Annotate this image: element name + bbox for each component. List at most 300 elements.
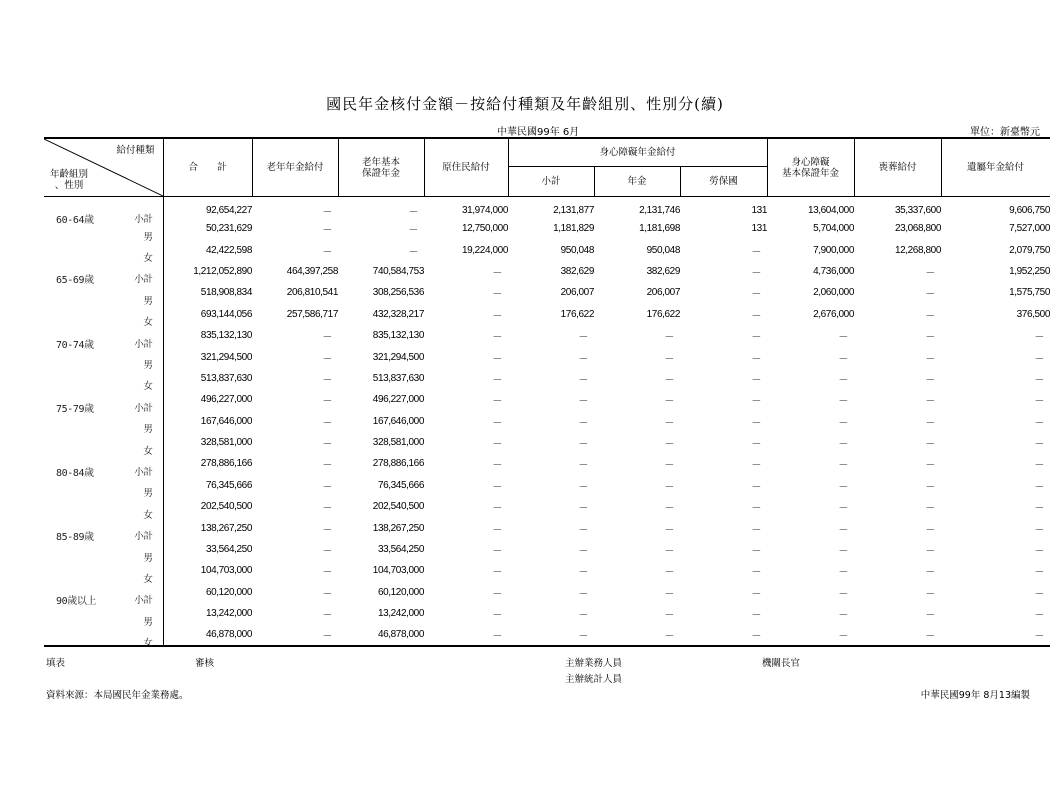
cell-bereaved: － (1034, 374, 1044, 386)
row-label (44, 218, 163, 243)
cell-old-age: － (322, 246, 332, 258)
sex-label: 小計 (134, 595, 153, 607)
cell-bereaved: 1,575,750 (1009, 287, 1050, 299)
cell-dis-pension: － (664, 396, 674, 408)
corner-header (44, 138, 163, 197)
cell-dis-labor: － (751, 417, 761, 429)
table-row (44, 218, 1050, 239)
table-row (44, 539, 1050, 560)
sex-label: 男 (143, 360, 153, 372)
cell-dis-basic: － (838, 546, 848, 558)
cell-dis-sub: 382,629 (560, 265, 594, 277)
col-disability-labor: 勞保國 (680, 167, 767, 197)
cell-total: 167,646,000 (200, 415, 252, 427)
cell-old-basic: 321,294,500 (372, 351, 424, 363)
table-header (44, 138, 1050, 197)
cell-aboriginal: － (492, 396, 502, 408)
row-label (44, 475, 163, 500)
cell-dis-labor: － (751, 439, 761, 451)
cell-aboriginal: － (492, 546, 502, 558)
cell-funeral: － (925, 374, 935, 386)
row-label (44, 539, 163, 564)
cell-dis-labor: － (751, 374, 761, 386)
cell-funeral: 12,268,800 (894, 244, 941, 256)
cell-aboriginal: － (492, 567, 502, 579)
sex-label: 小計 (134, 213, 153, 225)
cell-old-age: － (322, 503, 332, 515)
cell-funeral: － (925, 631, 935, 643)
sex-label: 小計 (134, 274, 153, 286)
row-label (44, 239, 163, 265)
cell-dis-pension: － (664, 524, 674, 536)
cell-dis-pension: － (664, 588, 674, 600)
cell-total: 202,540,500 (200, 501, 252, 513)
cell-bereaved: － (1034, 610, 1044, 622)
cell-dis-pension: － (664, 332, 674, 344)
cell-dis-pension: 950,048 (646, 244, 680, 256)
cell-bereaved: － (1034, 524, 1044, 536)
cell-old-basic: 138,267,250 (372, 522, 424, 534)
cell-old-age: － (322, 374, 332, 386)
cell-dis-basic: － (838, 610, 848, 622)
cell-dis-sub: － (578, 481, 588, 493)
footer-agency-head: 機關長官 (762, 658, 801, 669)
cell-dis-basic: － (838, 439, 848, 451)
cell-bereaved: － (1034, 588, 1044, 600)
cell-dis-labor: － (751, 481, 761, 493)
cell-old-basic: 432,328,217 (372, 308, 424, 320)
table-row (44, 432, 1050, 453)
corner-bottom-label: 年齡組別 、性別 (50, 169, 89, 191)
col-bereaved: 遺屬年金給付 (941, 138, 1050, 197)
cell-old-basic: 328,581,000 (372, 437, 424, 449)
cell-old-basic: 104,703,000 (372, 565, 424, 577)
sex-label: 女 (143, 445, 153, 457)
age-group: 90歲以上 (56, 596, 97, 608)
cell-aboriginal: － (492, 524, 502, 536)
cell-old-age: － (322, 567, 332, 579)
cell-bereaved: － (1034, 460, 1044, 472)
cell-bereaved: 376,500 (1016, 308, 1050, 320)
cell-total: 513,837,630 (200, 372, 252, 384)
cell-total: 693,144,056 (200, 308, 252, 320)
cell-funeral: － (925, 332, 935, 344)
sex-label: 女 (143, 253, 153, 265)
cell-old-age: － (322, 207, 332, 218)
table-row (44, 282, 1050, 303)
cell-bereaved: 1,952,250 (1009, 265, 1050, 277)
col-funeral: 喪葬給付 (854, 138, 941, 197)
col-disability-pension: 年金 (594, 167, 680, 197)
col-old-age: 老年年金給付 (252, 138, 338, 197)
row-label (44, 496, 163, 521)
cell-dis-labor: － (751, 246, 761, 258)
row-label (44, 282, 163, 307)
cell-dis-sub: － (578, 631, 588, 643)
cell-bereaved: － (1034, 417, 1044, 429)
cell-old-age: － (322, 588, 332, 600)
cell-dis-sub: － (578, 524, 588, 536)
cell-dis-sub: 176,622 (560, 308, 594, 320)
cell-aboriginal: － (492, 588, 502, 600)
cell-total: 321,294,500 (200, 351, 252, 363)
cell-dis-pension: － (664, 460, 674, 472)
cell-aboriginal: － (492, 310, 502, 322)
cell-total: 1,212,052,890 (193, 265, 252, 277)
cell-dis-labor: － (751, 524, 761, 536)
cell-old-age: － (322, 396, 332, 408)
row-label (44, 560, 163, 585)
cell-funeral: － (925, 460, 935, 472)
cell-old-age: － (322, 417, 332, 429)
pension-table (44, 137, 1050, 647)
cell-bereaved: － (1034, 353, 1044, 365)
cell-dis-sub: － (578, 503, 588, 515)
sex-label: 男 (143, 424, 153, 436)
cell-old-basic: － (408, 246, 418, 258)
cell-funeral: － (925, 439, 935, 451)
cell-funeral: － (925, 524, 935, 536)
cell-bereaved: － (1034, 332, 1044, 344)
row-label (44, 197, 163, 226)
cell-dis-basic: 13,604,000 (807, 205, 854, 216)
table-row (44, 624, 1050, 645)
cell-aboriginal: － (492, 289, 502, 301)
cell-dis-labor: － (751, 460, 761, 472)
row-label (44, 603, 163, 628)
row-label (44, 304, 163, 329)
cell-bereaved: － (1034, 546, 1044, 558)
table-row (44, 475, 1050, 496)
cell-old-basic: 76,345,666 (377, 479, 424, 491)
cell-funeral: － (925, 267, 935, 279)
cell-total: 496,227,000 (200, 394, 252, 406)
age-group: 60-64歲 (56, 214, 94, 226)
cell-dis-labor: － (751, 289, 761, 301)
table-row (44, 239, 1050, 260)
table-row (44, 197, 1050, 219)
cell-old-basic: 513,837,630 (372, 372, 424, 384)
cell-dis-basic: － (838, 503, 848, 515)
table-row (44, 582, 1050, 603)
cell-bereaved: 9,606,750 (1009, 205, 1050, 216)
cell-old-age: － (322, 631, 332, 643)
cell-dis-pension: － (664, 374, 674, 386)
cell-dis-labor: － (751, 332, 761, 344)
cell-dis-basic: － (838, 524, 848, 536)
col-old-age-basic: 老年基本 保證年金 (338, 138, 424, 197)
row-label (44, 432, 163, 457)
cell-total: 50,231,629 (205, 223, 252, 235)
sex-label: 男 (143, 552, 153, 564)
cell-dis-sub: － (578, 546, 588, 558)
table-row (44, 325, 1050, 346)
sex-label: 小計 (134, 338, 153, 350)
cell-funeral: － (925, 546, 935, 558)
age-group: 80-84歲 (56, 467, 94, 479)
cell-dis-labor: 131 (751, 223, 767, 235)
row-label (44, 261, 163, 287)
cell-dis-sub: － (578, 353, 588, 365)
table-row (44, 368, 1050, 389)
sex-label: 男 (143, 488, 153, 500)
cell-dis-labor: － (751, 353, 761, 365)
cell-dis-pension: － (664, 439, 674, 451)
cell-total: 835,132,130 (200, 330, 252, 342)
row-label (44, 517, 163, 544)
table-row (44, 517, 1050, 538)
sex-label: 小計 (134, 531, 153, 543)
cell-dis-labor: － (751, 396, 761, 408)
sex-label: 小計 (134, 466, 153, 478)
cell-bereaved: 2,079,750 (1009, 244, 1050, 256)
row-label (44, 624, 163, 649)
row-label (44, 346, 163, 372)
table-row (44, 389, 1050, 410)
cell-aboriginal: 31,974,000 (461, 205, 508, 216)
cell-bereaved: － (1034, 631, 1044, 643)
cell-old-basic: 60,120,000 (377, 586, 424, 598)
age-group: 85-89歲 (56, 532, 94, 544)
cell-dis-pension: 1,181,698 (639, 223, 680, 235)
sex-label: 男 (143, 295, 153, 307)
cell-old-basic: 167,646,000 (372, 415, 424, 427)
cell-dis-pension: － (664, 417, 674, 429)
cell-total: 60,120,000 (205, 586, 252, 598)
cell-old-basic: 835,132,130 (372, 330, 424, 342)
cell-old-basic: 202,540,500 (372, 501, 424, 513)
cell-dis-sub: － (578, 567, 588, 579)
cell-dis-sub: － (578, 374, 588, 386)
footer-business-staff: 主辦業務人員 (565, 658, 623, 669)
cell-aboriginal: － (492, 610, 502, 622)
unit-label: 單位：新臺幣元 (970, 127, 1040, 138)
cell-dis-basic: 5,704,000 (813, 223, 854, 235)
cell-old-age: － (322, 225, 332, 237)
cell-old-age: － (322, 439, 332, 451)
table-row (44, 496, 1050, 517)
cell-dis-pension: － (664, 567, 674, 579)
cell-old-basic: 46,878,000 (377, 629, 424, 641)
cell-aboriginal: － (492, 460, 502, 472)
cell-dis-basic: － (838, 396, 848, 408)
row-label (44, 389, 163, 415)
footer-source: 資料來源：本局國民年金業務處。 (46, 690, 189, 701)
cell-dis-sub: － (578, 417, 588, 429)
cell-dis-basic: － (838, 417, 848, 429)
cell-old-age: － (322, 546, 332, 558)
cell-old-age: 206,810,541 (286, 287, 338, 299)
cell-aboriginal: 12,750,000 (461, 223, 508, 235)
row-label (44, 411, 163, 436)
cell-funeral: － (925, 567, 935, 579)
cell-dis-sub: － (578, 460, 588, 472)
sex-label: 女 (143, 317, 153, 329)
cell-funeral: 35,337,600 (894, 205, 941, 216)
cell-total: 104,703,000 (200, 565, 252, 577)
cell-old-age: － (322, 332, 332, 344)
cell-old-age: － (322, 610, 332, 622)
cell-dis-sub: － (578, 396, 588, 408)
sex-label: 男 (143, 616, 153, 628)
cell-funeral: － (925, 610, 935, 622)
cell-old-age: － (322, 353, 332, 365)
col-aboriginal: 原住民給付 (424, 138, 508, 197)
cell-dis-pension: 382,629 (646, 265, 680, 277)
cell-aboriginal: － (492, 439, 502, 451)
cell-dis-sub: 206,007 (560, 287, 594, 299)
footer-stats-staff: 主辦統計人員 (565, 674, 623, 685)
cell-funeral: － (925, 588, 935, 600)
cell-bereaved: 7,527,000 (1009, 223, 1050, 235)
cell-dis-sub: － (578, 439, 588, 451)
cell-dis-basic: － (838, 481, 848, 493)
cell-old-basic: － (408, 207, 418, 218)
cell-dis-labor: 131 (751, 205, 767, 216)
cell-dis-sub: － (578, 610, 588, 622)
cell-total: 76,345,666 (205, 479, 252, 491)
cell-old-age: 257,586,717 (286, 308, 338, 320)
cell-dis-sub: 1,181,829 (553, 223, 594, 235)
age-group: 65-69歲 (56, 275, 94, 287)
cell-old-basic: 278,886,166 (372, 458, 424, 470)
cell-dis-labor: － (751, 267, 761, 279)
cell-old-basic: 33,564,250 (377, 544, 424, 556)
sex-label: 女 (143, 509, 153, 521)
cell-dis-labor: － (751, 610, 761, 622)
cell-total: 328,581,000 (200, 437, 252, 449)
table-row (44, 346, 1050, 367)
cell-dis-basic: － (838, 567, 848, 579)
footer-compiled-date: 中華民國99年 8月13編製 (920, 690, 1030, 701)
report-date: 中華民國99年 6月 (497, 127, 580, 138)
cell-dis-pension: － (664, 353, 674, 365)
cell-aboriginal: － (492, 267, 502, 279)
table-row (44, 411, 1050, 432)
cell-old-basic: － (408, 225, 418, 237)
cell-bereaved: － (1034, 396, 1044, 408)
cell-dis-labor: － (751, 588, 761, 600)
cell-dis-pension: 2,131,746 (639, 205, 680, 216)
sex-label: 小計 (134, 402, 153, 414)
cell-dis-labor: － (751, 567, 761, 579)
cell-bereaved: － (1034, 439, 1044, 451)
cell-total: 138,267,250 (200, 522, 252, 534)
cell-aboriginal: － (492, 332, 502, 344)
cell-aboriginal: － (492, 353, 502, 365)
cell-old-basic: 13,242,000 (377, 608, 424, 620)
page-title: 國民年金核付金額－按給付種類及年齡組別、性別分(續) (326, 95, 724, 113)
sex-label: 女 (143, 637, 153, 649)
table-row (44, 261, 1050, 282)
cell-dis-basic: 2,676,000 (813, 308, 854, 320)
cell-total: 518,908,834 (200, 287, 252, 299)
cell-old-basic: 740,584,753 (372, 265, 424, 277)
cell-dis-sub: － (578, 332, 588, 344)
corner-top-label: 給付種類 (116, 145, 155, 156)
row-label (44, 453, 163, 479)
cell-dis-sub: 950,048 (560, 244, 594, 256)
cell-old-basic: 496,227,000 (372, 394, 424, 406)
cell-dis-pension: － (664, 610, 674, 622)
cell-dis-pension: － (664, 481, 674, 493)
cell-total: 278,886,166 (200, 458, 252, 470)
row-label (44, 325, 163, 351)
table-row (44, 603, 1050, 624)
col-disability-sub: 小計 (508, 167, 594, 197)
cell-funeral: － (925, 310, 935, 322)
cell-aboriginal: － (492, 503, 502, 515)
cell-dis-pension: － (664, 546, 674, 558)
cell-funeral: － (925, 481, 935, 493)
cell-total: 42,422,598 (205, 244, 252, 256)
col-total: 合 計 (163, 138, 252, 197)
cell-aboriginal: － (492, 374, 502, 386)
cell-dis-sub: － (578, 588, 588, 600)
cell-dis-labor: － (751, 546, 761, 558)
cell-dis-basic: 2,060,000 (813, 287, 854, 299)
footer-reviewer: 審核 (195, 658, 215, 669)
cell-funeral: 23,068,800 (894, 223, 941, 235)
cell-old-age: － (322, 524, 332, 536)
cell-dis-basic: － (838, 588, 848, 600)
cell-dis-basic: 4,736,000 (813, 265, 854, 277)
cell-dis-basic: － (838, 631, 848, 643)
cell-total: 92,654,227 (205, 205, 252, 216)
col-disability-basic: 身心障礙 基本保證年金 (767, 138, 854, 197)
cell-dis-basic: 7,900,000 (813, 244, 854, 256)
cell-dis-sub: 2,131,877 (553, 205, 594, 216)
cell-funeral: － (925, 396, 935, 408)
col-disability-group: 身心障礙年金給付 (508, 138, 767, 167)
cell-dis-basic: － (838, 353, 848, 365)
cell-bereaved: － (1034, 503, 1044, 515)
sex-label: 女 (143, 381, 153, 393)
table-body (44, 197, 1050, 649)
cell-old-basic: 308,256,536 (372, 287, 424, 299)
footer-form-maker: 填表 (46, 658, 66, 669)
cell-dis-basic: － (838, 332, 848, 344)
cell-old-age: 464,397,258 (286, 265, 338, 277)
row-label (44, 582, 163, 608)
cell-total: 33,564,250 (205, 544, 252, 556)
cell-aboriginal: － (492, 631, 502, 643)
cell-bereaved: － (1034, 567, 1044, 579)
cell-dis-pension: － (664, 503, 674, 515)
cell-aboriginal: － (492, 417, 502, 429)
sex-label: 男 (143, 231, 153, 243)
cell-dis-basic: － (838, 460, 848, 472)
cell-funeral: － (925, 503, 935, 515)
cell-funeral: － (925, 289, 935, 301)
cell-dis-pension: 206,007 (646, 287, 680, 299)
cell-total: 13,242,000 (205, 608, 252, 620)
cell-old-age: － (322, 460, 332, 472)
cell-aboriginal: － (492, 481, 502, 493)
cell-dis-pension: 176,622 (646, 308, 680, 320)
cell-old-age: － (322, 481, 332, 493)
age-group: 70-74歲 (56, 339, 94, 351)
cell-dis-labor: － (751, 631, 761, 643)
cell-dis-pension: － (664, 631, 674, 643)
table-row (44, 453, 1050, 474)
sex-label: 女 (143, 573, 153, 585)
cell-aboriginal: 19,224,000 (461, 244, 508, 256)
cell-funeral: － (925, 353, 935, 365)
cell-funeral: － (925, 417, 935, 429)
cell-dis-labor: － (751, 310, 761, 322)
table-row (44, 304, 1050, 325)
